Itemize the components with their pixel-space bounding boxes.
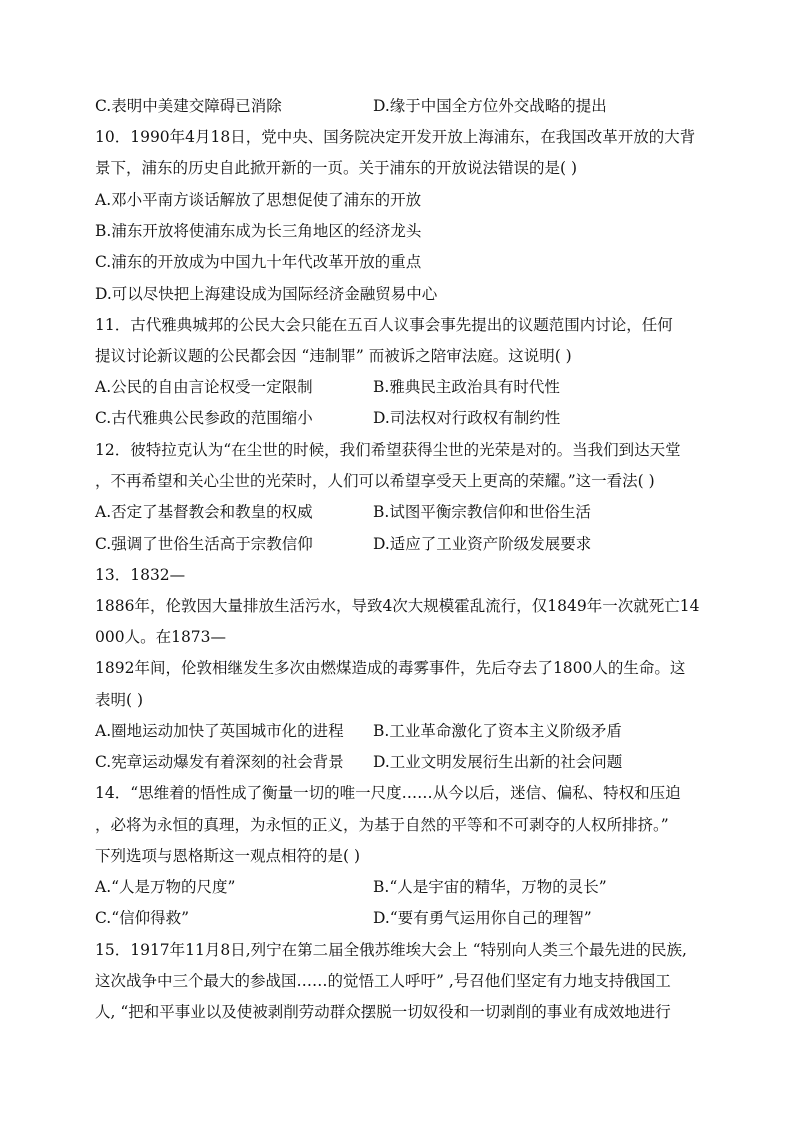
q13-stem-line5: 表明( ) [95, 691, 144, 709]
q10-option-a: A.邓小平南方谈话解放了思想促使了浦东的开放 [95, 191, 422, 209]
q11-option-a: A.公民的自由言论权受一定限制 [95, 378, 313, 396]
q14-stem-line1: 14．“思维着的悟性成了衡量一切的唯一尺度……从今以后，迷信、偏私、特权和压迫 [95, 784, 681, 802]
q12-option-a: A.否定了基督教会和教皇的权威 [95, 503, 313, 521]
q12-option-d: D.适应了工业资产阶级发展要求 [373, 535, 592, 553]
q9-option-c: C.表明中美建交障碍已消除 [95, 97, 282, 115]
q12-option-c: C.强调了世俗生活高于宗教信仰 [95, 535, 313, 553]
q10-stem-line2: 景下，浦东的历史自此掀开新的一页。关于浦东的开放说法错误的是( ) [95, 159, 578, 177]
q11-option-d: D.司法权对行政权有制约性 [373, 409, 561, 427]
q15-stem-line3: 人, “把和平事业以及使被剥削劳动群众摆脱一切奴役和一切剥削的事业有成效地进行 [95, 1003, 671, 1021]
q13-stem-line4: 1892年间，伦敦相继发生多次由燃煤造成的毒雾事件，先后夺去了1800人的生命。这 [95, 659, 686, 677]
q11-option-c: C.古代雅典公民参政的范围缩小 [95, 409, 313, 427]
q13-option-a: A.圈地运动加快了英国城市化的进程 [95, 722, 344, 740]
q10-option-d: D.可以尽快把上海建设成为国际经济金融贸易中心 [95, 285, 438, 303]
q10-stem-line1: 10．1990年4月18日，党中央、国务院决定开发开放上海浦东，在我国改革开放的大背 [95, 128, 696, 146]
q11-stem-line2: 提议讨论新议题的公民都会因 “违制罪” 而被诉之陪审法庭。这说明( ) [95, 347, 572, 365]
q15-stem-line2: 这次战争中三个最大的参战国……的觉悟工人呼吁” ,号召他们坚定有力地支持俄国工 [95, 972, 671, 990]
q15-stem-line1: 15．1917年11月8日,列宁在第二届全俄苏维埃大会上 “特别向人类三个最先进的民族, [95, 941, 687, 959]
q11-option-b: B.雅典民主政治具有时代性 [373, 378, 560, 396]
q13-option-b: B.工业革命激化了资本主义阶级矛盾 [373, 722, 622, 740]
q10-option-b: B.浦东开放将使浦东成为长三角地区的经济龙头 [95, 222, 422, 240]
q14-stem-line2: ，必将为永恒的真理，为永恒的正义，为基于自然的平等和不可剥夺的人权所排挤。” [95, 816, 669, 834]
q13-stem-line1: 13．1832— [95, 566, 186, 584]
q13-stem-line3: 000人。在1873— [95, 628, 227, 646]
q13-stem-line2: 1886年，伦敦因大量排放生活污水，导致4次大规模霍乱流行，仅1849年一次就死亡14 [95, 597, 700, 615]
q14-option-c: C.“信仰得救” [95, 909, 190, 927]
q12-option-b: B.试图平衡宗教信仰和世俗生活 [373, 503, 591, 521]
q13-option-c: C.宪章运动爆发有着深刻的社会背景 [95, 753, 344, 771]
q12-stem-line1: 12．彼特拉克认为“在尘世的时候，我们希望获得尘世的光荣是对的。当我们到达天堂 [95, 441, 681, 459]
q12-stem-line2: ，不再希望和关心尘世的光荣时，人们可以希望享受天上更高的荣耀。”这一看法( ) [95, 472, 655, 490]
q14-option-a: A.“人是万物的尺度” [95, 878, 236, 896]
q14-option-b: B.“人是宇宙的精华，万物的灵长” [373, 878, 607, 896]
q13-option-d: D.工业文明发展衍生出新的社会问题 [373, 753, 623, 771]
q9-option-d: D.缘于中国全方位外交战略的提出 [373, 97, 607, 115]
q14-option-d: D.“要有勇气运用你自己的理智” [373, 909, 592, 927]
q14-stem-line3: 下列选项与恩格斯这一观点相符的是( ) [95, 847, 361, 865]
q10-option-c: C.浦东的开放成为中国九十年代改革开放的重点 [95, 253, 422, 271]
q11-stem-line1: 11．古代雅典城邦的公民大会只能在五百人议事会事先提出的议题范围内讨论，任何 [95, 316, 673, 334]
